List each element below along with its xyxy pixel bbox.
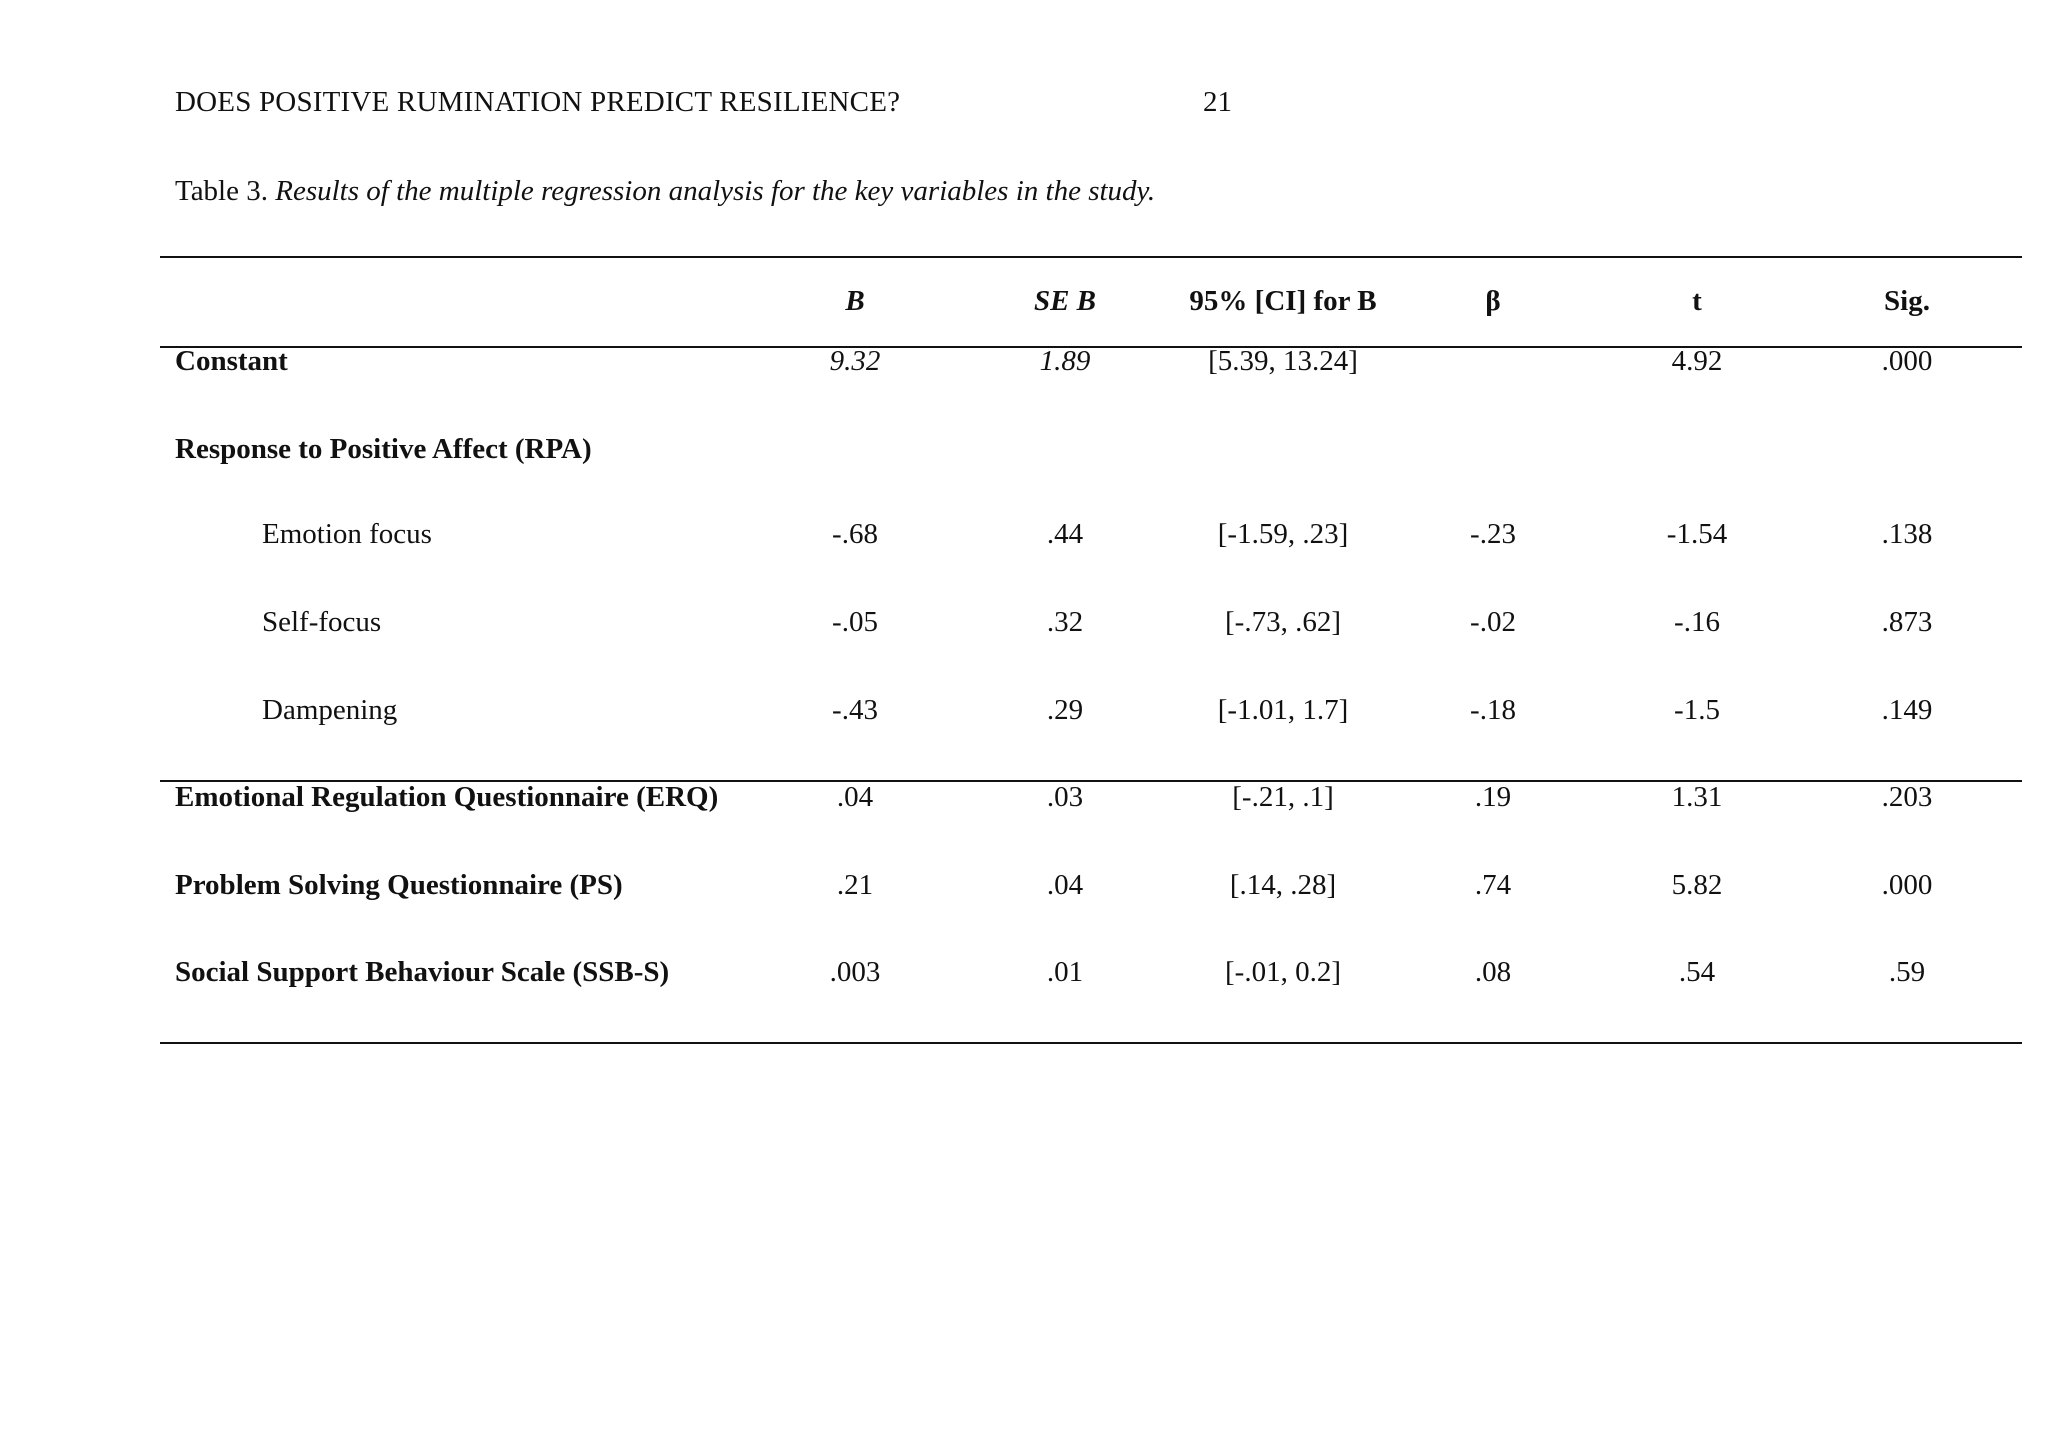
row-label-self-focus: Self-focus <box>262 606 382 638</box>
table-cell: [-.21, .1] <box>1232 781 1334 813</box>
table-cell: .04 <box>1046 869 1084 901</box>
column-header-sig: Sig. <box>1884 285 1930 317</box>
row-label-emotion-focus: Emotion focus <box>262 518 432 550</box>
caption-text: Results of the multiple regression analysis for the key variables in the study. <box>275 175 1156 207</box>
row-label-erq: Emotional Regulation Questionnaire (ERQ) <box>175 781 719 813</box>
table-cell: -.05 <box>832 606 878 638</box>
table-cell: 1.89 <box>1039 345 1091 377</box>
table-cell: [-.01, 0.2] <box>1225 956 1341 988</box>
table-cell: 5.82 <box>1671 869 1723 901</box>
page-number: 21 <box>1203 86 1232 118</box>
table-cell: .873 <box>1881 606 1933 638</box>
column-header-b: B <box>845 285 865 317</box>
table-cell: .04 <box>836 781 874 813</box>
table-cell: [.14, .28] <box>1229 869 1337 901</box>
column-header-beta: β <box>1485 285 1501 317</box>
row-label-ps: Problem Solving Questionnaire (PS) <box>175 869 623 901</box>
table-cell: .03 <box>1046 781 1084 813</box>
header-bottom-rule <box>160 346 2022 348</box>
table-cell: -.43 <box>832 694 878 726</box>
table-cell: -.16 <box>1674 606 1720 638</box>
table-cell: .59 <box>1888 956 1926 988</box>
table-cell: .203 <box>1881 781 1933 813</box>
table-cell: .29 <box>1046 694 1084 726</box>
table-cell: .32 <box>1046 606 1084 638</box>
table-caption <box>175 175 1155 208</box>
table-cell: .01 <box>1046 956 1084 988</box>
table-cell: .08 <box>1474 956 1512 988</box>
table-bottom-rule <box>160 1042 2022 1044</box>
row-label-dampening: Dampening <box>262 694 398 726</box>
table-cell: [-.73, .62] <box>1225 606 1341 638</box>
row-label-constant: Constant <box>175 345 288 377</box>
table-cell: .19 <box>1474 781 1512 813</box>
column-header-ci: 95% [CI] for B <box>1189 285 1377 317</box>
table-cell: .74 <box>1474 869 1512 901</box>
table-cell: 1.31 <box>1671 781 1723 813</box>
column-header-t: t <box>1692 285 1702 317</box>
table-cell: 9.32 <box>829 345 881 377</box>
row-label-rpa: Response to Positive Affect (RPA) <box>175 433 592 465</box>
table-cell: .44 <box>1046 518 1084 550</box>
table-cell: .21 <box>836 869 874 901</box>
table-cell: .000 <box>1881 345 1933 377</box>
table-cell: -.02 <box>1470 606 1516 638</box>
table-cell: -.23 <box>1470 518 1516 550</box>
table-cell: [-1.59, .23] <box>1217 518 1349 550</box>
table-cell: .54 <box>1678 956 1716 988</box>
table-cell: -1.54 <box>1666 518 1728 550</box>
table-cell: 4.92 <box>1671 345 1723 377</box>
table-cell: -1.5 <box>1674 694 1720 726</box>
table-cell: [-1.01, 1.7] <box>1217 694 1349 726</box>
table-cell: .149 <box>1881 694 1933 726</box>
table-cell: [5.39, 13.24] <box>1208 345 1358 377</box>
row-label-ssb-s: Social Support Behaviour Scale (SSB-S) <box>175 956 670 988</box>
table-cell: -.18 <box>1470 694 1516 726</box>
table-cell: -.68 <box>832 518 878 550</box>
table-cell: .000 <box>1881 869 1933 901</box>
caption-label: Table 3. <box>175 175 268 207</box>
column-header-se-b: SE B <box>1033 285 1097 317</box>
table-top-rule <box>160 256 2022 258</box>
table-cell: .003 <box>829 956 881 988</box>
running-head: DOES POSITIVE RUMINATION PREDICT RESILIENCE? <box>175 86 901 118</box>
table-cell: .138 <box>1881 518 1933 550</box>
